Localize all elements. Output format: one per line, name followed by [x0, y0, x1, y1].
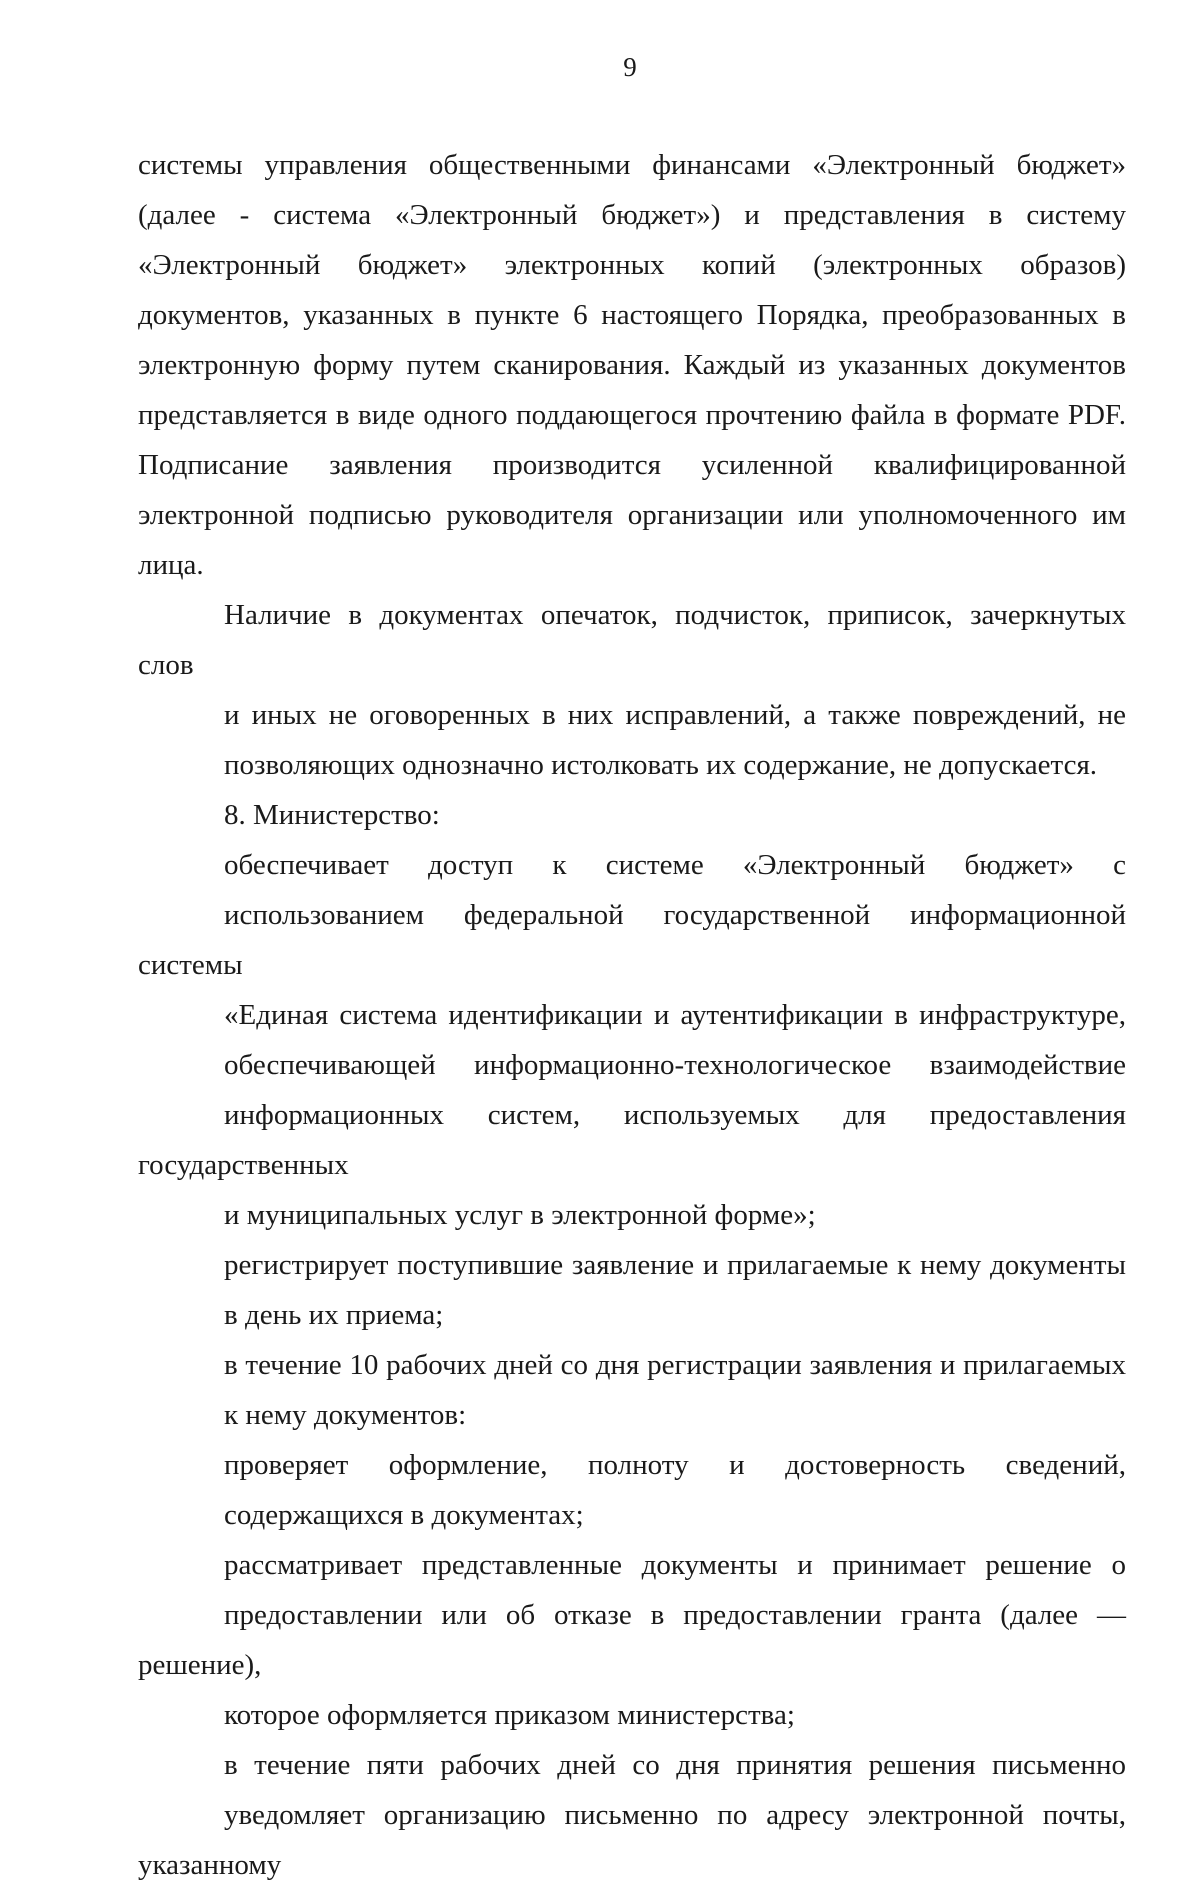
- text-line: системы управления общественными финансами «Электронный бюджет»: [138, 149, 1126, 181]
- text-line: содержащихся в документах;: [224, 1499, 584, 1531]
- document-body: [138, 140, 1126, 1890]
- text-line: (далее - система «Электронный бюджет») и представления в систему: [138, 199, 1126, 231]
- text-line: Подписание заявления производится усиленной квалифицированной: [138, 449, 1126, 481]
- text-line: в течение 10 рабочих дней со дня регистрации заявления и прилагаемых: [224, 1349, 1126, 1381]
- paragraph-9: [138, 1740, 1126, 1890]
- text-line: регистрирует поступившие заявление и прилагаемые к нему документы: [224, 1249, 1126, 1281]
- paragraph-5: [138, 1240, 1126, 1340]
- text-line: позволяющих однозначно истолковать их содержание, не допускается.: [224, 749, 1098, 781]
- text-line: к нему документов:: [224, 1399, 467, 1431]
- text-line: и иных не оговоренных в них исправлений, а также повреждений, не: [224, 699, 1126, 731]
- text-line: рассматривает представленные документы и принимает решение о: [224, 1549, 1126, 1581]
- text-line: лица.: [138, 549, 204, 581]
- page-number: 9: [623, 52, 637, 82]
- paragraph-6: [138, 1340, 1126, 1440]
- text-line: представляется в виде одного поддающегося прочтению файла в формате PDF.: [138, 399, 1126, 431]
- text-line: электронную форму путем сканирования. Каждый из указанных документов: [138, 349, 1126, 381]
- paragraph-7: [138, 1440, 1126, 1540]
- text-line: 8. Министерство:: [224, 799, 440, 831]
- text-line: в день их приема;: [224, 1299, 444, 1331]
- text-line: использованием федеральной государственной информационной системы: [138, 899, 1126, 981]
- text-line: «Электронный бюджет» электронных копий (электронных образов): [138, 249, 1126, 281]
- text-line: в течение пяти рабочих дней со дня принятия решения письменно: [224, 1749, 1126, 1781]
- text-line: обеспечивает доступ к системе «Электронный бюджет» с: [224, 849, 1126, 881]
- text-line: и муниципальных услуг в электронной форме»;: [224, 1199, 816, 1231]
- text-line: документов, указанных в пункте 6 настоящего Порядка, преобразованных в: [138, 299, 1126, 331]
- text-line: уведомляет организацию письменно по адресу электронной почты, указанному: [138, 1799, 1126, 1881]
- text-line: «Единая система идентификации и аутентификации в инфраструктуре,: [224, 999, 1126, 1031]
- text-line: предоставлении или об отказе в предоставлении гранта (далее — решение),: [138, 1599, 1126, 1681]
- text-line: электронной подписью руководителя организации или уполномоченного им: [138, 499, 1126, 531]
- section-heading-8: [138, 790, 1126, 840]
- paragraph-8: [138, 1540, 1126, 1740]
- text-line: которое оформляется приказом министерства;: [224, 1699, 795, 1731]
- text-line: обеспечивающей информационно-технологическое взаимодействие: [224, 1049, 1126, 1081]
- paragraph-2: [138, 590, 1126, 790]
- text-line: проверяет оформление, полноту и достоверность сведений,: [224, 1449, 1126, 1481]
- text-line: информационных систем, используемых для предоставления государственных: [138, 1099, 1126, 1181]
- text-line: Наличие в документах опечаток, подчисток, приписок, зачеркнутых слов: [138, 599, 1126, 681]
- paragraph-1: [138, 140, 1126, 590]
- paragraph-4: [138, 840, 1126, 1240]
